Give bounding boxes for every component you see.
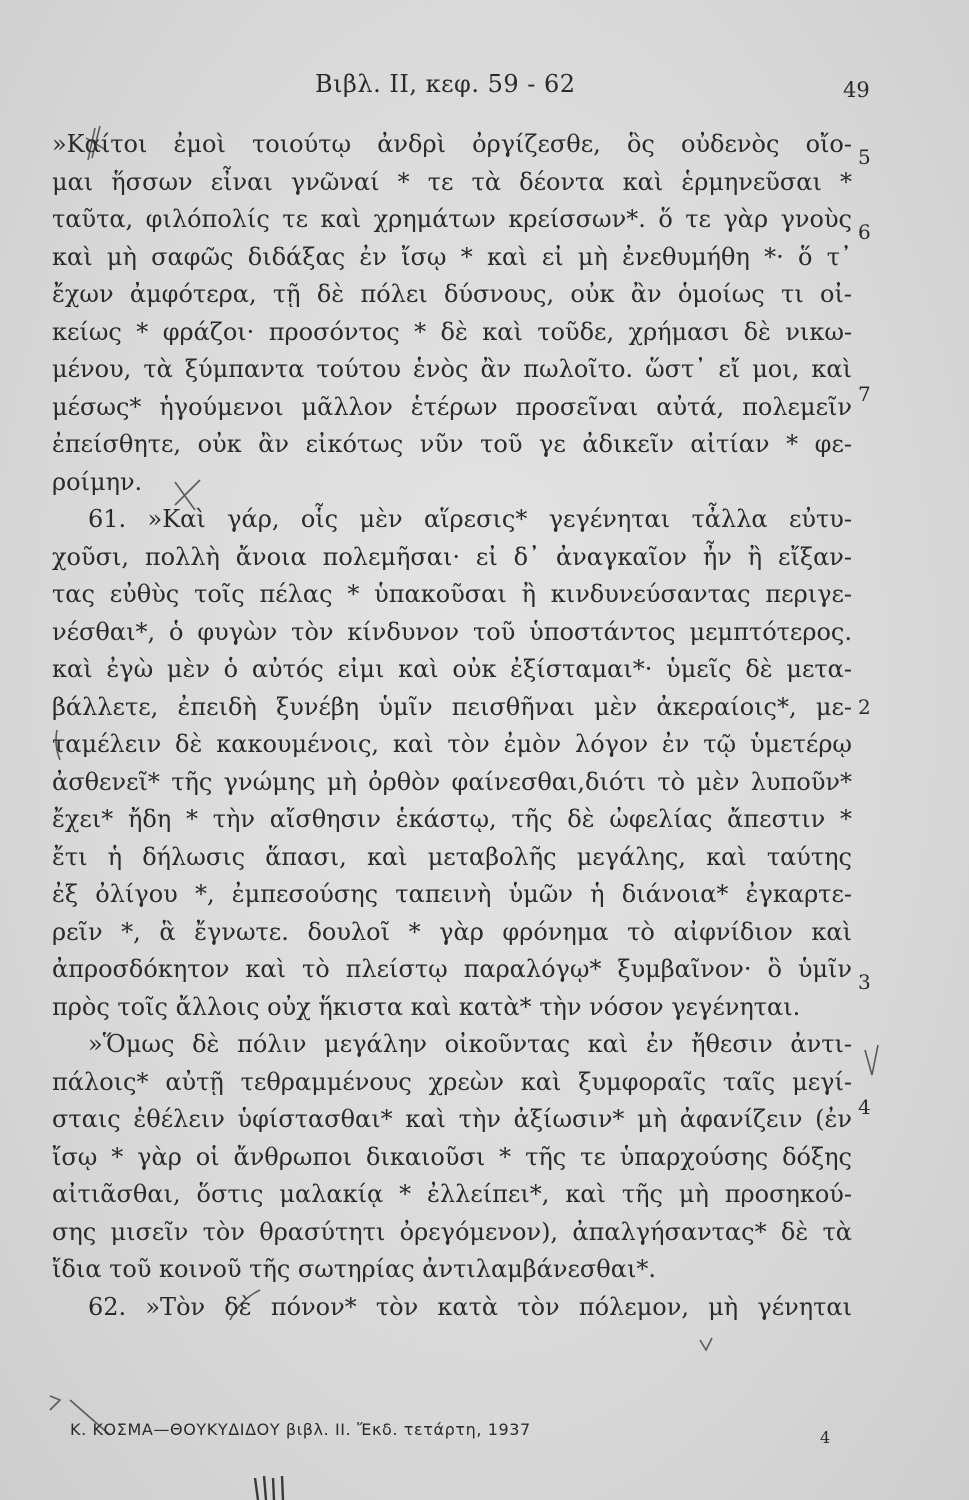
page-header bbox=[0, 70, 969, 110]
text-line: ἔτι ἡ δήλωσις ἅπασι, καὶ μεταβολῆς μεγάλης, καὶ ταύτης bbox=[52, 842, 852, 871]
text-line: πρὸς τοῖς ἄλλοις οὐχ ἥκιστα καὶ κατὰ* τὴν νόσον γεγένηται. bbox=[52, 992, 801, 1021]
text-line: μένου, τὰ ξύμπαντα τούτου ἑνὸς ἂν πωλοῖτο. ὥστ᾿ εἴ μοι, καὶ bbox=[52, 355, 852, 383]
margin-section-number: 5 bbox=[858, 145, 871, 169]
text-line: σταις ἐθέλειν ὑφίστασθαι* καὶ τὴν ἀξίωσιν* μὴ ἀφανίζειν (ἐν bbox=[52, 1105, 852, 1133]
text-line: ἐξ ὀλίγου *, ἐμπεσούσης ταπεινὴ ὑμῶν ἡ διάνοια* ἐγκαρτε- bbox=[52, 880, 852, 908]
text-line: μαι ἥσσων εἶναι γνῶναί * τε τὰ δέοντα καὶ ἑρμηνεῦσαι * bbox=[52, 167, 852, 196]
text-line: ταῦτα, φιλόπολίς τε καὶ χρημάτων κρείσσων*. ὅ τε γὰρ γνοὺς bbox=[52, 205, 852, 233]
text-line: ἀπροσδόκητον καὶ τὸ πλείστῳ παραλόγῳ* ξυμβαῖνον· ὃ ὑμῖν bbox=[52, 955, 852, 983]
text-line: χοῦσι, πολλὴ ἄνοια πολεμῆσαι· εἰ δ᾿ ἀναγκαῖον ἦν ἢ εἴξαν- bbox=[52, 542, 852, 571]
text-line: ἴσῳ * γὰρ οἱ ἄνθρωποι δικαιοῦσι * τῆς τε ὑπαρχούσης δόξης bbox=[52, 1142, 852, 1171]
margin-section-number: 4 bbox=[858, 1095, 871, 1119]
signature-mark: 4 bbox=[820, 1428, 831, 1447]
running-head: Βιβλ. ΙΙ, κεφ. 59 - 62 bbox=[315, 70, 576, 98]
text-line: ἔχει* ἤδη * τὴν αἴσθησιν ἑκάστῳ, τῆς δὲ ὠφελίας ἄπεστιν * bbox=[52, 805, 852, 833]
margin-section-number: 2 bbox=[858, 695, 871, 719]
text-line: 61. »Καὶ γάρ, οἷς μὲν αἵρεσις* γεγένηται τἆλλα εὐτυ- bbox=[88, 505, 852, 533]
body-text bbox=[52, 126, 852, 1326]
text-line: βάλλετε, ἐπειδὴ ξυνέβη ὑμῖν πεισθῆναι μὲν ἀκεραίοις*, με- bbox=[52, 692, 852, 721]
margin-section-number: 3 bbox=[858, 970, 871, 994]
text-line: ἴδια τοῦ κοινοῦ τῆς σωτηρίας ἀντιλαμβάνεσθαι*. bbox=[52, 1255, 656, 1283]
text-line: ροίμην. bbox=[52, 467, 143, 496]
text-line: ἔχων ἀμφότερα, τῇ δὲ πόλει δύσνους, οὐκ ἂν ὁμοίως τι οἰ- bbox=[52, 280, 852, 308]
text-line: ρεῖν *, ἃ ἔγνωτε. δουλοῖ * γὰρ φρόνημα τὸ αἰφνίδιον καὶ bbox=[52, 917, 852, 946]
text-line: κείως * φράζοι· προσόντος * δὲ καὶ τοῦδε, χρήμασι δὲ νικω- bbox=[52, 317, 852, 346]
text-line: αἰτιᾶσθαι, ὅστις μαλακίᾳ * ἐλλείπει*, καὶ τῆς μὴ προσηκού- bbox=[52, 1180, 852, 1208]
margin-section-number: 6 bbox=[858, 220, 871, 244]
text-line: ταμέλειν δὲ κακουμένοις, καὶ τὸν ἐμὸν λόγον ἐν τῷ ὑμετέρῳ bbox=[52, 730, 852, 758]
text-line: 62. »Τὸν δὲ πόνον* τὸν κατὰ τὸν πόλεμον, μὴ γένηται bbox=[88, 1292, 852, 1321]
text-line: μέσως* ἡγούμενοι μᾶλλον ἑτέρων προσεῖναι αὐτά, πολεμεῖν bbox=[52, 392, 852, 421]
text-line: καὶ ἐγὼ μὲν ὁ αὐτός εἰμι καὶ οὐκ ἐξίσταμαι*· ὑμεῖς δὲ μετα- bbox=[52, 655, 852, 683]
text-line: »Ὅμως δὲ πόλιν μεγάλην οἰκοῦντας καὶ ἐν ἤθεσιν ἀντι- bbox=[88, 1030, 852, 1058]
text-line: ἀσθενεῖ* τῆς γνώμης μὴ ὀρθὸν φαίνεσθαι,διότι τὸ μὲν λυποῦν* bbox=[52, 767, 852, 796]
text-line: ἐπείσθητε, οὐκ ἂν εἰκότως νῦν τοῦ γε ἀδικεῖν αἰτίαν * φε- bbox=[52, 430, 852, 458]
page-number: 49 bbox=[843, 78, 870, 102]
margin-section-number: 7 bbox=[858, 382, 871, 406]
text-line: νέσθαι*, ὁ φυγὼν τὸν κίνδυνον τοῦ ὑποστάντος μεμπτότερος. bbox=[52, 617, 852, 646]
text-line: »Καίτοι ἐμοὶ τοιούτῳ ἀνδρὶ ὀργίζεσθε, ὃς οὐδενὸς οἴο- bbox=[52, 130, 852, 158]
text-line: σης μισεῖν τὸν θρασύτητι ὀρεγόμενον), ἀπαλγήσαντας* δὲ τὰ bbox=[52, 1217, 852, 1246]
text-line: καὶ μὴ σαφῶς διδάξας ἐν ἴσῳ * καὶ εἰ μὴ ἐνεθυμήθη *· ὅ τ᾿ bbox=[52, 242, 852, 271]
text-line: τας εὐθὺς τοῖς πέλας * ὑπακοῦσαι ἢ κινδυνεύσαντας περιγε- bbox=[52, 580, 852, 608]
text-line: πάλοις* αὐτῇ τεθραμμένους χρεὼν καὶ ξυμφοραῖς ταῖς μεγί- bbox=[52, 1067, 852, 1096]
publisher-imprint: Κ. ΚΟΣΜΑ—ΘΟΥΚΥΔΙΔΟΥ βιβλ. ΙΙ. Ἔκδ. τετάρτη, 1937 bbox=[70, 1420, 531, 1439]
